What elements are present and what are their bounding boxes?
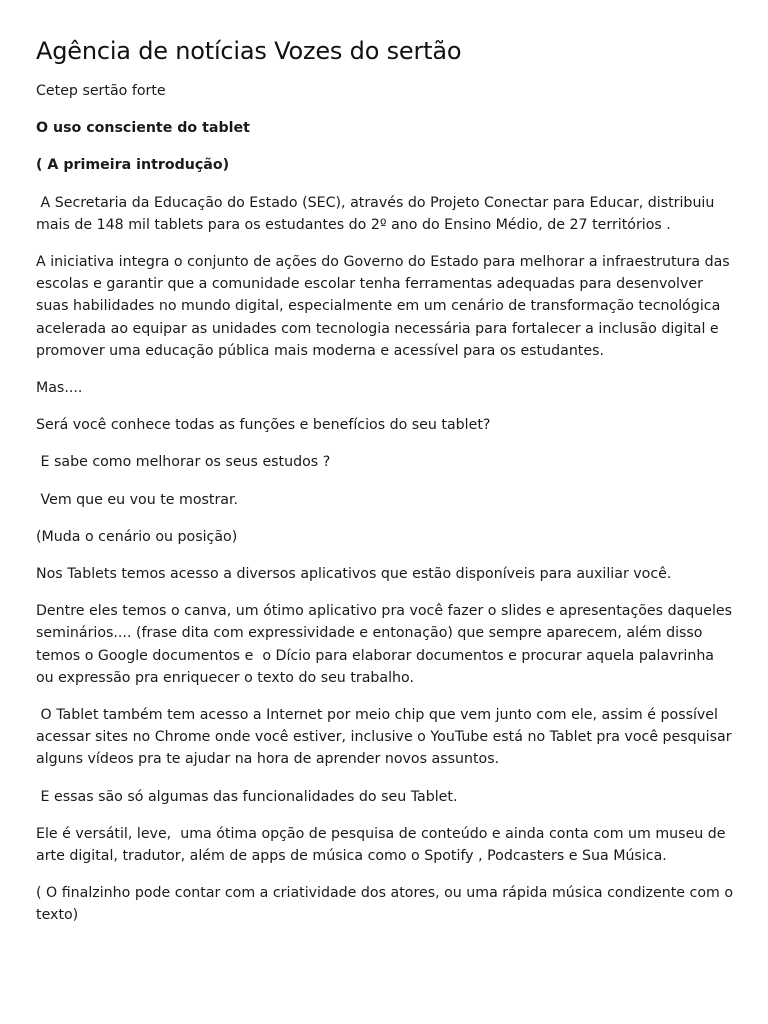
paragraph: E essas são só algumas das funcionalidades do seu Tablet. (36, 788, 458, 805)
paragraph: Nos Tablets temos acesso a diversos aplicativos que estão disponíveis para auxiliar você. (36, 566, 672, 583)
paragraph: Ele é versátil, leve, uma ótima opção de pesquisa de conteúdo e ainda conta com um museu de arte digital, tradutor, além de apps de música como o Spotify , Podcasters e Sua Música. (36, 825, 731, 865)
paragraph: Dentre eles temos o canva, um ótimo aplicativo pra você fazer o slides e apresentações daqueles seminários.... (frase dita com expressividade e entonação) que sempre aparecem, além disso temos o Google documentos e o Dício para elaborar documentos e procurar aquela palavrinha ou expressão pra enriquecer o texto do seu trabalho. (36, 603, 737, 686)
paragraph: Será você conhece todas as funções e benefícios do seu tablet? (36, 417, 491, 434)
paragraph: Vem que eu vou te mostrar. (36, 491, 239, 508)
paragraph: A Secretaria da Educação do Estado (SEC), através do Projeto Conectar para Educar, distribuiu mais de 148 mil tablets para os estudantes do 2º ano do Ensino Médio, de 27 territórios . (36, 194, 719, 233)
paragraph: ( O finalzinho pode contar com a criatividade dos atores, ou uma rápida música condizente com o texto) (36, 885, 738, 924)
document-page (36, 34, 736, 927)
paragraph: (Muda o cenário ou posição) (36, 528, 238, 545)
document-title: Agência de notícias Vozes do sertão (36, 37, 462, 65)
paragraph: A iniciativa integra o conjunto de ações do Governo do Estado para melhorar a infraestrutura das escolas e garantir que a comunidade escolar tenha ferramentas adequadas para desenvolver suas habilidades no mundo digital, especialmente em um cenário de transformação tecnológica acelerada ao equipar as unidades com tecnologia necessária para fortalecer a inclusão digital e promover uma educação pública mais moderna e acessível para os estudantes. (36, 254, 735, 359)
section-label: ( A primeira introdução) (36, 157, 230, 174)
article-heading: O uso consciente do tablet (36, 120, 250, 137)
paragraph: Mas.... (36, 380, 83, 397)
paragraph: O Tablet também tem acesso a Internet por meio chip que vem junto com ele, assim é possível acessar sites no Chrome onde você estiver, inclusive o YouTube está no Tablet pra você pesquisar alguns vídeos pra te ajudar na hora de aprender novos assuntos. (36, 707, 737, 768)
school-name: Cetep sertão forte (36, 83, 166, 99)
paragraph: E sabe como melhorar os seus estudos ? (36, 454, 331, 471)
